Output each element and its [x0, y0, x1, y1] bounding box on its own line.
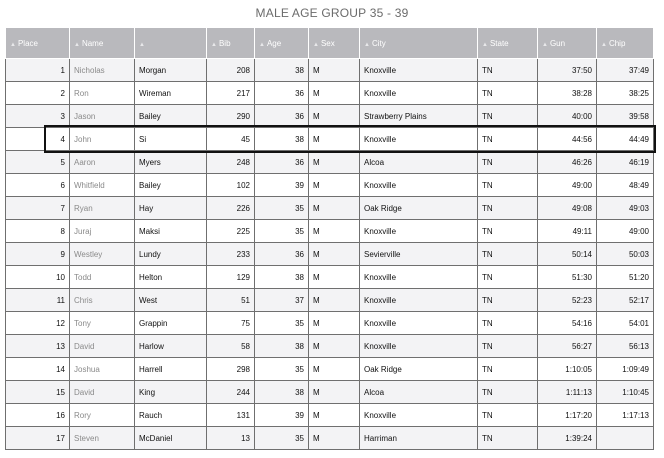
state-cell: TN: [478, 105, 538, 128]
sex-cell: M: [309, 151, 360, 174]
city-cell: Knoxville: [360, 59, 478, 82]
state-cell: TN: [478, 404, 538, 427]
gun-time-cell: 49:08: [538, 197, 597, 220]
gun-time-cell: 52:23: [538, 289, 597, 312]
first-name-cell[interactable]: Jason: [70, 105, 135, 128]
city-cell: Knoxville: [360, 289, 478, 312]
last-name-cell: Bailey: [135, 105, 207, 128]
first-name-cell[interactable]: John: [70, 128, 135, 151]
state-cell: TN: [478, 381, 538, 404]
state-cell: TN: [478, 358, 538, 381]
sex-cell: M: [309, 358, 360, 381]
table-row: [6, 59, 654, 82]
first-name-cell[interactable]: Juraj: [70, 220, 135, 243]
gun-time-cell: 49:11: [538, 220, 597, 243]
column-header-chip[interactable]: ▲ Chip: [597, 28, 654, 59]
last-name-cell: McDaniel: [135, 427, 207, 450]
last-name-cell: King: [135, 381, 207, 404]
first-name-cell[interactable]: Joshua: [70, 358, 135, 381]
sex-cell: M: [309, 59, 360, 82]
first-name-cell[interactable]: Tony: [70, 312, 135, 335]
age-cell: 35: [255, 358, 309, 381]
gun-time-cell: 54:16: [538, 312, 597, 335]
sort-icon: ▲: [74, 41, 80, 48]
first-name-cell[interactable]: Aaron: [70, 151, 135, 174]
sex-cell: M: [309, 427, 360, 450]
first-name-cell[interactable]: Ryan: [70, 197, 135, 220]
table-row: [6, 289, 654, 312]
bib-cell: 45: [207, 128, 255, 151]
sex-cell: M: [309, 312, 360, 335]
state-cell: TN: [478, 128, 538, 151]
sex-cell: M: [309, 266, 360, 289]
last-name-cell: Wireman: [135, 82, 207, 105]
chip-time-cell: 1:10:45: [597, 381, 654, 404]
city-cell: Oak Ridge: [360, 358, 478, 381]
chip-time-cell: 54:01: [597, 312, 654, 335]
age-cell: 36: [255, 151, 309, 174]
gun-time-cell: 37:50: [538, 59, 597, 82]
last-name-cell: Morgan: [135, 59, 207, 82]
place-cell: 14: [6, 358, 70, 381]
chip-time-cell: [597, 427, 654, 450]
table-row: [6, 128, 654, 151]
table-row: [6, 404, 654, 427]
first-name-cell[interactable]: David: [70, 381, 135, 404]
chip-time-cell: 37:49: [597, 59, 654, 82]
first-name-cell[interactable]: Westley: [70, 243, 135, 266]
age-cell: 35: [255, 312, 309, 335]
bib-cell: 226: [207, 197, 255, 220]
bib-cell: 102: [207, 174, 255, 197]
age-cell: 38: [255, 59, 309, 82]
first-name-cell[interactable]: Rory: [70, 404, 135, 427]
table-row: [6, 174, 654, 197]
gun-time-cell: 1:17:20: [538, 404, 597, 427]
state-cell: TN: [478, 197, 538, 220]
column-header-state[interactable]: ▲ State: [478, 28, 538, 59]
bib-cell: 225: [207, 220, 255, 243]
gun-time-cell: 51:30: [538, 266, 597, 289]
state-cell: TN: [478, 266, 538, 289]
city-cell: Knoxville: [360, 82, 478, 105]
sex-cell: M: [309, 82, 360, 105]
city-cell: Alcoa: [360, 151, 478, 174]
column-header-age[interactable]: ▲ Age: [255, 28, 309, 59]
state-cell: TN: [478, 59, 538, 82]
age-cell: 38: [255, 335, 309, 358]
sex-cell: M: [309, 243, 360, 266]
city-cell: Harriman: [360, 427, 478, 450]
sort-icon: ▲: [10, 41, 16, 48]
sort-icon: ▲: [139, 41, 145, 48]
state-cell: TN: [478, 82, 538, 105]
last-name-cell: Myers: [135, 151, 207, 174]
chip-time-cell: 56:13: [597, 335, 654, 358]
bib-cell: 75: [207, 312, 255, 335]
results-table: [5, 27, 654, 450]
place-cell: 5: [6, 151, 70, 174]
bib-cell: 217: [207, 82, 255, 105]
chip-time-cell: 46:19: [597, 151, 654, 174]
table-row: [6, 427, 654, 450]
place-cell: 1: [6, 59, 70, 82]
gun-time-cell: 49:00: [538, 174, 597, 197]
table-row: [6, 105, 654, 128]
city-cell: Knoxville: [360, 266, 478, 289]
first-name-cell[interactable]: David: [70, 335, 135, 358]
state-cell: TN: [478, 289, 538, 312]
first-name-cell[interactable]: Steven: [70, 427, 135, 450]
age-cell: 38: [255, 266, 309, 289]
gun-time-cell: 50:14: [538, 243, 597, 266]
sex-cell: M: [309, 289, 360, 312]
bib-cell: 244: [207, 381, 255, 404]
age-cell: 39: [255, 174, 309, 197]
chip-time-cell: 1:09:49: [597, 358, 654, 381]
chip-time-cell: 44:49: [597, 128, 654, 151]
column-header-sex[interactable]: ▲ Sex: [309, 28, 360, 59]
sort-icon: ▲: [482, 41, 488, 48]
table-row: [6, 335, 654, 358]
place-cell: 13: [6, 335, 70, 358]
age-cell: 35: [255, 197, 309, 220]
place-cell: 2: [6, 82, 70, 105]
state-cell: TN: [478, 174, 538, 197]
sort-icon: ▲: [364, 41, 370, 48]
column-header-bib[interactable]: ▲ Bib: [207, 28, 255, 59]
city-cell: Knoxville: [360, 404, 478, 427]
gun-time-cell: 40:00: [538, 105, 597, 128]
table-row: [6, 381, 654, 404]
gun-time-cell: 1:10:05: [538, 358, 597, 381]
last-name-cell: Bailey: [135, 174, 207, 197]
sort-icon: ▲: [211, 41, 217, 48]
city-cell: Knoxville: [360, 335, 478, 358]
chip-time-cell: 38:25: [597, 82, 654, 105]
place-cell: 16: [6, 404, 70, 427]
gun-time-cell: 1:11:13: [538, 381, 597, 404]
bib-cell: 298: [207, 358, 255, 381]
last-name-cell: West: [135, 289, 207, 312]
first-name-cell[interactable]: Chris: [70, 289, 135, 312]
state-cell: TN: [478, 243, 538, 266]
place-cell: 7: [6, 197, 70, 220]
page-title: MALE AGE GROUP 35 - 39: [255, 6, 409, 20]
results-body: [6, 59, 654, 450]
gun-time-cell: 46:26: [538, 151, 597, 174]
last-name-cell: Hay: [135, 197, 207, 220]
chip-time-cell: 1:17:13: [597, 404, 654, 427]
age-cell: 35: [255, 427, 309, 450]
place-cell: 10: [6, 266, 70, 289]
table-row: [6, 243, 654, 266]
age-cell: 36: [255, 82, 309, 105]
sex-cell: M: [309, 174, 360, 197]
sort-icon: ▲: [542, 41, 548, 48]
gun-time-cell: 56:27: [538, 335, 597, 358]
sort-icon: ▲: [601, 41, 607, 48]
bib-cell: 131: [207, 404, 255, 427]
chip-time-cell: 50:03: [597, 243, 654, 266]
column-header-last-name[interactable]: [135, 28, 207, 59]
age-cell: 38: [255, 381, 309, 404]
column-header-place[interactable]: ▲ Place: [6, 28, 70, 59]
bib-cell: 208: [207, 59, 255, 82]
chip-time-cell: 51:20: [597, 266, 654, 289]
last-name-cell: Si: [135, 128, 207, 151]
age-cell: 35: [255, 220, 309, 243]
state-cell: TN: [478, 151, 538, 174]
first-name-cell[interactable]: Ron: [70, 82, 135, 105]
last-name-cell: Maksi: [135, 220, 207, 243]
chip-time-cell: 48:49: [597, 174, 654, 197]
header-row: [6, 28, 654, 59]
city-cell: Strawberry Plains: [360, 105, 478, 128]
city-cell: Oak Ridge: [360, 197, 478, 220]
city-cell: Knoxville: [360, 220, 478, 243]
last-name-cell: Harlow: [135, 335, 207, 358]
table-row: [6, 82, 654, 105]
bib-cell: 13: [207, 427, 255, 450]
place-cell: 15: [6, 381, 70, 404]
city-cell: Knoxville: [360, 128, 478, 151]
place-cell: 11: [6, 289, 70, 312]
table-row: [6, 197, 654, 220]
chip-time-cell: 52:17: [597, 289, 654, 312]
bib-cell: 129: [207, 266, 255, 289]
chip-time-cell: 39:58: [597, 105, 654, 128]
table-row: [6, 312, 654, 335]
last-name-cell: Rauch: [135, 404, 207, 427]
place-cell: 17: [6, 427, 70, 450]
sex-cell: M: [309, 128, 360, 151]
column-header-name[interactable]: ▲ Name: [70, 28, 135, 59]
gun-time-cell: 44:56: [538, 128, 597, 151]
table-row: [6, 358, 654, 381]
state-cell: TN: [478, 220, 538, 243]
age-cell: 36: [255, 105, 309, 128]
bib-cell: 290: [207, 105, 255, 128]
place-cell: 3: [6, 105, 70, 128]
state-cell: TN: [478, 312, 538, 335]
place-cell: 4: [6, 128, 70, 151]
last-name-cell: Grappin: [135, 312, 207, 335]
place-cell: 8: [6, 220, 70, 243]
first-name-cell[interactable]: Todd: [70, 266, 135, 289]
table-row: [6, 266, 654, 289]
bib-cell: 233: [207, 243, 255, 266]
last-name-cell: Harrell: [135, 358, 207, 381]
table-row: [6, 220, 654, 243]
gun-time-cell: 38:28: [538, 82, 597, 105]
first-name-cell[interactable]: Nicholas: [70, 59, 135, 82]
state-cell: TN: [478, 335, 538, 358]
sort-icon: ▲: [313, 41, 319, 48]
place-cell: 9: [6, 243, 70, 266]
chip-time-cell: 49:00: [597, 220, 654, 243]
first-name-cell[interactable]: Whitfield: [70, 174, 135, 197]
gun-time-cell: 1:39:24: [538, 427, 597, 450]
last-name-cell: Helton: [135, 266, 207, 289]
sex-cell: M: [309, 220, 360, 243]
place-cell: 6: [6, 174, 70, 197]
table-row: [6, 151, 654, 174]
sex-cell: M: [309, 197, 360, 220]
last-name-cell: Lundy: [135, 243, 207, 266]
chip-time-cell: 49:03: [597, 197, 654, 220]
age-cell: 36: [255, 243, 309, 266]
column-header-city[interactable]: ▲ City: [360, 28, 478, 59]
age-cell: 37: [255, 289, 309, 312]
city-cell: Sevierville: [360, 243, 478, 266]
city-cell: Knoxville: [360, 174, 478, 197]
sex-cell: M: [309, 381, 360, 404]
state-cell: TN: [478, 427, 538, 450]
column-header-gun[interactable]: ▲ Gun: [538, 28, 597, 59]
place-cell: 12: [6, 312, 70, 335]
sex-cell: M: [309, 335, 360, 358]
sort-icon: ▲: [259, 41, 265, 48]
city-cell: Alcoa: [360, 381, 478, 404]
sex-cell: M: [309, 404, 360, 427]
city-cell: Knoxville: [360, 312, 478, 335]
bib-cell: 51: [207, 289, 255, 312]
age-cell: 38: [255, 128, 309, 151]
bib-cell: 58: [207, 335, 255, 358]
age-cell: 39: [255, 404, 309, 427]
sex-cell: M: [309, 105, 360, 128]
bib-cell: 248: [207, 151, 255, 174]
